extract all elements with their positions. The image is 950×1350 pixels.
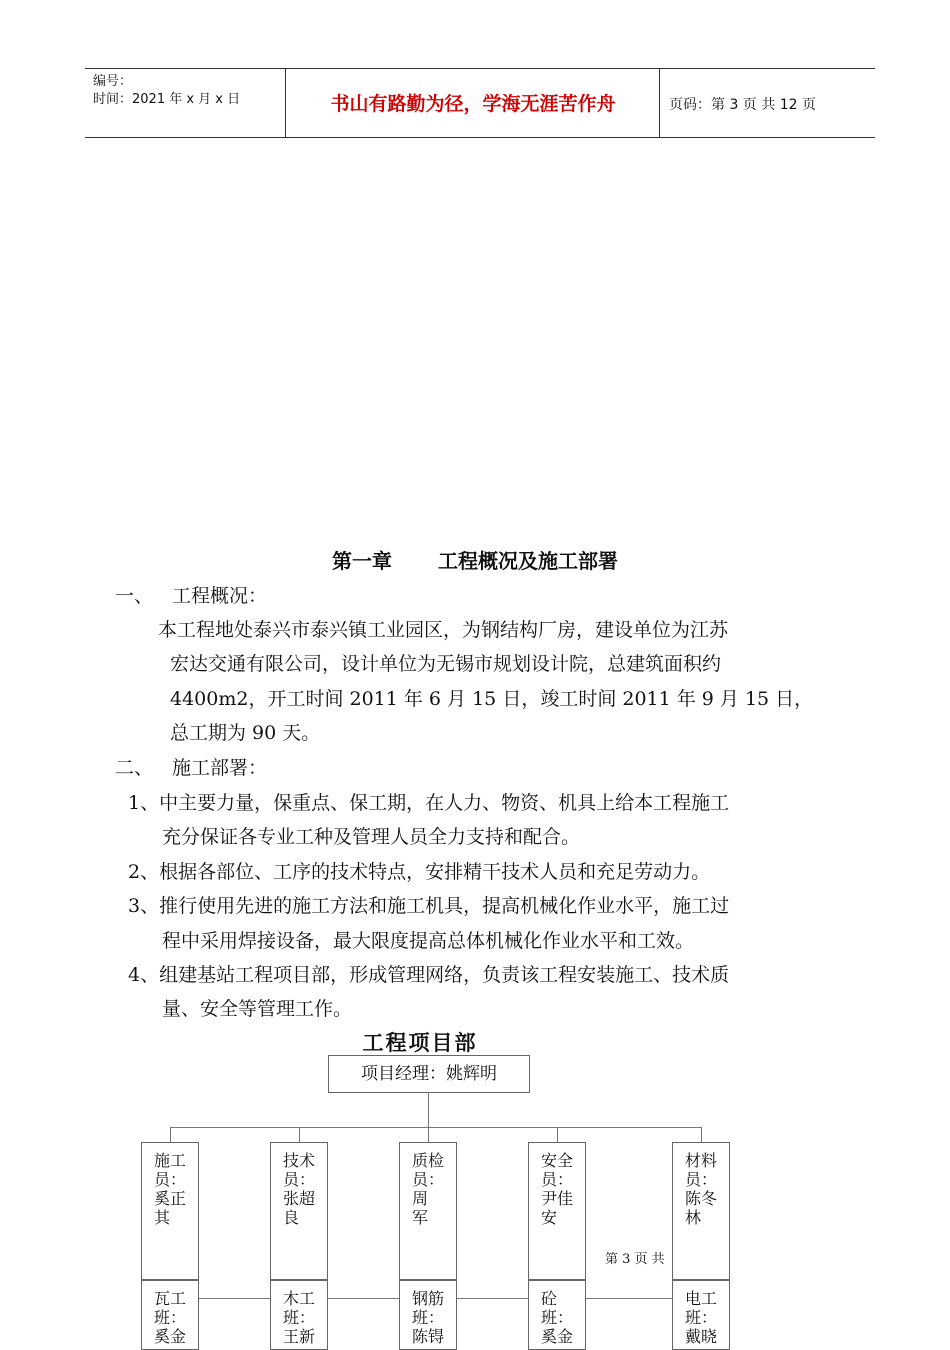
chapter-name: 工程概况及施工部署 bbox=[438, 549, 618, 573]
role-box-materials: 材料 员： 陈冬 林 bbox=[672, 1142, 730, 1280]
role-box-technical: 技术 员： 张超 良 bbox=[270, 1142, 328, 1280]
number-label: 编号： bbox=[93, 74, 133, 89]
connector-line bbox=[586, 1298, 672, 1299]
page-header bbox=[85, 68, 875, 138]
connector-line bbox=[170, 1127, 171, 1142]
list-item: 2、根据各部位、工序的技术特点，安排精干技术人员和充足劳动力。 bbox=[128, 861, 711, 883]
connector-line bbox=[170, 1127, 701, 1128]
connector-line bbox=[299, 1127, 300, 1142]
header-motto: 书山有路勤为径，学海无涯苦作舟 bbox=[330, 93, 616, 115]
header-divider bbox=[285, 69, 286, 137]
paragraph-line: 本工程地处泰兴市泰兴镇工业园区，为钢结构厂房，建设单位为江苏 bbox=[158, 619, 729, 641]
section-1-heading: 工程概况： bbox=[172, 585, 268, 607]
header-meta bbox=[93, 73, 240, 109]
date-label: 时间：2021 年 x 月 x 日 bbox=[93, 92, 241, 107]
list-item: 1、中主要力量，保重点、保工期，在人力、物资、机具上给本工程施工 bbox=[128, 792, 730, 814]
chapter-title bbox=[0, 545, 950, 574]
connector-line bbox=[328, 1298, 400, 1299]
section-2-number: 二、 bbox=[115, 757, 154, 779]
list-item-continued: 充分保证各专业工种及管理人员全力支持和配合。 bbox=[162, 826, 581, 848]
list-item-continued: 量、安全等管理工作。 bbox=[162, 998, 353, 1020]
chapter-number: 第一章 bbox=[332, 549, 392, 573]
connector-line bbox=[457, 1298, 529, 1299]
page-number-fragment: 第 3 页 共 bbox=[603, 1248, 667, 1267]
connector-line bbox=[199, 1298, 271, 1299]
team-box-rebar: 钢筋 班： 陈锝 bbox=[399, 1280, 457, 1350]
section-1-number: 一、 bbox=[115, 585, 154, 607]
connector-line bbox=[701, 1127, 702, 1142]
team-box-electrical: 电工 班： 戴晓 bbox=[672, 1280, 730, 1350]
role-box-quality: 质检 员： 周 军 bbox=[399, 1142, 457, 1280]
paragraph-line: 4400m2，开工时间 2011 年 6 月 15 日，竣工时间 2011 年 9 月 15 日， bbox=[170, 688, 814, 710]
list-item-continued: 程中采用焊接设备，最大限度提高总体机械化作业水平和工效。 bbox=[162, 930, 695, 952]
team-box-concrete: 砼 班： 奚金 bbox=[528, 1280, 586, 1350]
section-2-heading: 施工部署： bbox=[172, 757, 268, 779]
connector-line bbox=[428, 1127, 429, 1142]
header-divider bbox=[659, 69, 660, 137]
team-box-carpentry: 木工 班： 王新 bbox=[270, 1280, 328, 1350]
paragraph-line: 总工期为 90 天。 bbox=[170, 722, 321, 744]
page-info: 页码：第 3 页 共 12 页 bbox=[669, 97, 816, 113]
role-box-construction: 施工 员： 奚正 其 bbox=[141, 1142, 199, 1280]
list-item: 3、推行使用先进的施工方法和施工机具，提高机械化作业水平，施工过 bbox=[128, 895, 730, 917]
connector-line bbox=[428, 1093, 429, 1127]
org-chart-title: 工程项目部 bbox=[362, 1031, 478, 1055]
connector-line bbox=[557, 1127, 558, 1142]
list-item: 4、组建基站工程项目部，形成管理网络，负责该工程安装施工、技术质 bbox=[128, 964, 730, 986]
paragraph-line: 宏达交通有限公司，设计单位为无锡市规划设计院，总建筑面积约 bbox=[170, 653, 722, 675]
role-box-safety: 安全 员： 尹佳 安 bbox=[528, 1142, 586, 1280]
project-manager-box: 项目经理：姚辉明 bbox=[328, 1055, 530, 1093]
team-box-masonry: 瓦工 班： 奚金 bbox=[141, 1280, 199, 1350]
